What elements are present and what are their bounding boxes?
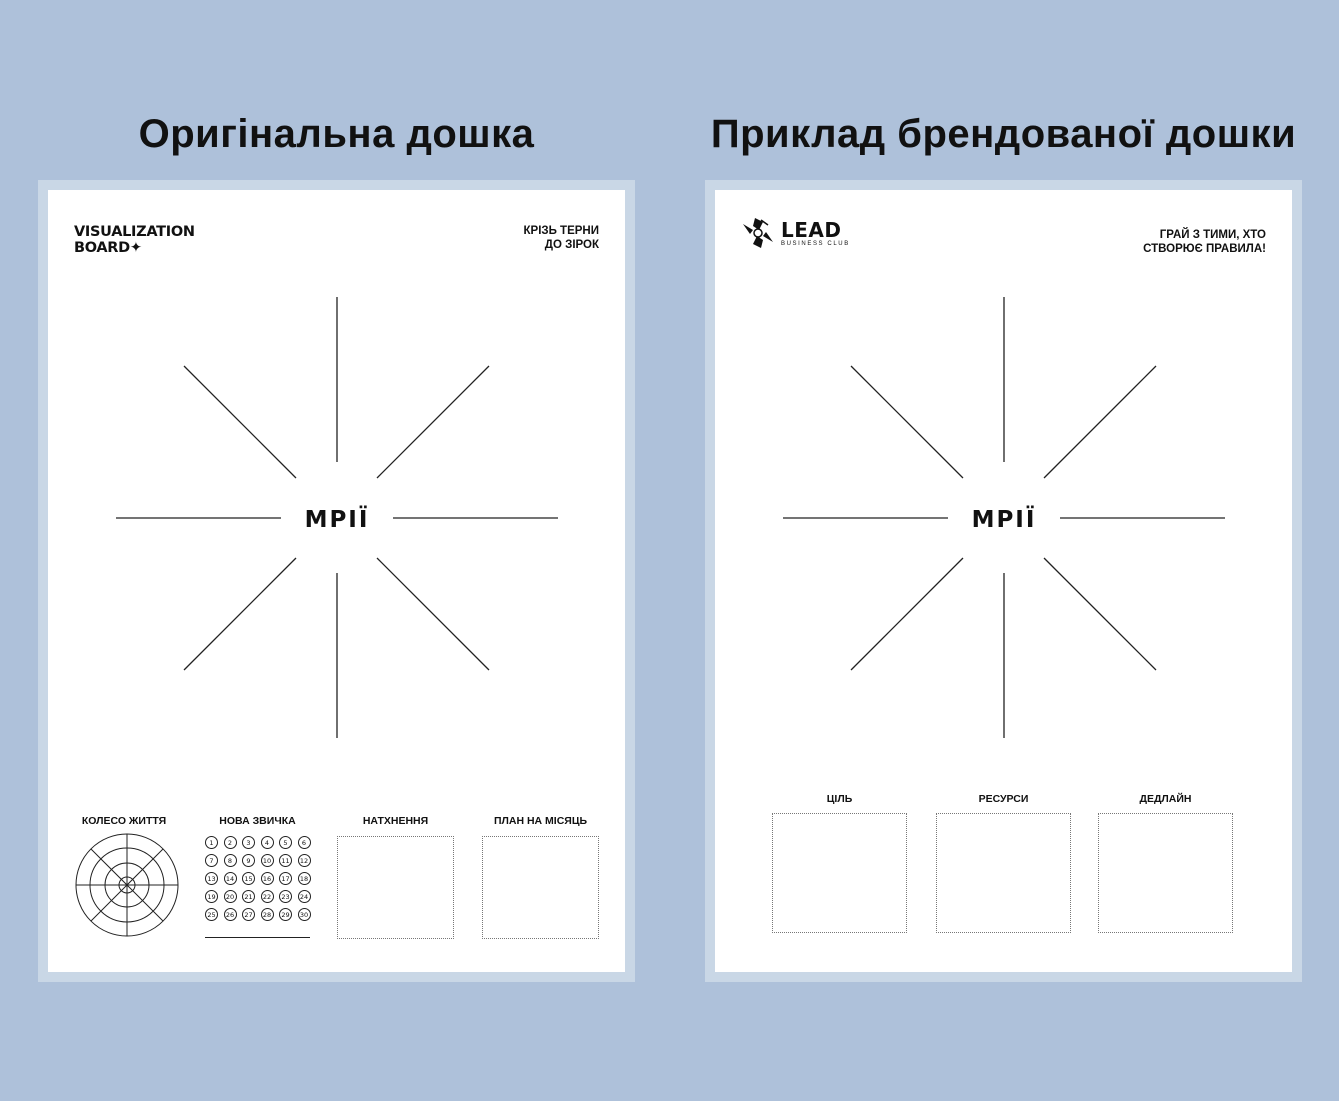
lead-logo-subtitle: BUSINESS CLUB bbox=[781, 240, 850, 247]
habit-day-cell[interactable]: 21 bbox=[242, 890, 255, 903]
habit-day-cell[interactable]: 7 bbox=[205, 854, 218, 867]
tagline-line-2: СТВОРЮЄ ПРАВИЛА! bbox=[1143, 243, 1266, 255]
logo-line-2: BOARD✦ bbox=[74, 240, 142, 256]
habit-day-cell[interactable]: 9 bbox=[242, 854, 255, 867]
habit-day-cell[interactable]: 2 bbox=[224, 836, 237, 849]
section-label-plan: ПЛАН НА МІСЯЦЬ bbox=[493, 815, 588, 827]
logo-line-1: VISUALIZATION bbox=[74, 224, 195, 240]
tagline-line-1: ГРАЙ З ТИМИ, ХТО bbox=[1159, 229, 1266, 241]
habit-day-cell[interactable]: 23 bbox=[279, 890, 292, 903]
section-label-goal: ЦІЛЬ bbox=[826, 793, 853, 805]
habit-day-cell[interactable]: 25 bbox=[205, 908, 218, 921]
resources-box[interactable] bbox=[936, 813, 1071, 933]
habit-day-cell[interactable]: 1 bbox=[205, 836, 218, 849]
habit-day-cell[interactable]: 12 bbox=[298, 854, 311, 867]
habit-day-cell[interactable]: 15 bbox=[242, 872, 255, 885]
habit-day-cell[interactable]: 4 bbox=[261, 836, 274, 849]
plan-box[interactable] bbox=[482, 836, 599, 939]
habit-day-cell[interactable]: 27 bbox=[242, 908, 255, 921]
habit-day-cell[interactable]: 3 bbox=[242, 836, 255, 849]
inspiration-box[interactable] bbox=[337, 836, 454, 939]
center-word: МРІЇ bbox=[971, 507, 1037, 533]
section-label-deadline: ДЕДЛАЙН bbox=[1139, 793, 1192, 805]
habit-day-cell[interactable]: 6 bbox=[298, 836, 311, 849]
original-board-frame bbox=[38, 180, 635, 982]
lead-logo-title: LEAD bbox=[781, 217, 842, 242]
habit-day-cell[interactable]: 29 bbox=[279, 908, 292, 921]
goal-box[interactable] bbox=[772, 813, 907, 933]
habit-day-cell[interactable]: 16 bbox=[261, 872, 274, 885]
habit-day-cell[interactable]: 10 bbox=[261, 854, 274, 867]
habit-day-cell[interactable]: 18 bbox=[298, 872, 311, 885]
deadline-box[interactable] bbox=[1098, 813, 1233, 933]
habit-day-cell[interactable]: 19 bbox=[205, 890, 218, 903]
section-label-wheel: КОЛЕСО ЖИТТЯ bbox=[81, 815, 167, 827]
original-board bbox=[48, 190, 625, 972]
habit-day-cell[interactable]: 8 bbox=[224, 854, 237, 867]
habit-day-cell[interactable]: 24 bbox=[298, 890, 311, 903]
branded-board-frame bbox=[705, 180, 1302, 982]
habit-day-cell[interactable]: 22 bbox=[261, 890, 274, 903]
habit-day-cell[interactable]: 26 bbox=[224, 908, 237, 921]
habit-day-cell[interactable]: 20 bbox=[224, 890, 237, 903]
center-word: МРІЇ bbox=[304, 507, 370, 533]
habit-day-cell[interactable]: 28 bbox=[261, 908, 274, 921]
habit-day-cell[interactable]: 30 bbox=[298, 908, 311, 921]
habit-day-cell[interactable]: 5 bbox=[279, 836, 292, 849]
habit-day-cell[interactable]: 11 bbox=[279, 854, 292, 867]
habit-day-cell[interactable]: 13 bbox=[205, 872, 218, 885]
habit-day-cell[interactable]: 17 bbox=[279, 872, 292, 885]
section-label-resources: РЕСУРСИ bbox=[978, 793, 1029, 805]
tagline-line-2: ДО ЗІРОК bbox=[544, 239, 599, 251]
section-label-habit: НОВА ЗВИЧКА bbox=[219, 815, 296, 827]
habit-day-cell[interactable]: 14 bbox=[224, 872, 237, 885]
habit-tracker-grid bbox=[205, 836, 316, 921]
section-label-inspiration: НАТХНЕННЯ bbox=[362, 815, 429, 827]
branded-board-heading: Приклад брендованої дошки bbox=[710, 112, 1297, 156]
branded-board bbox=[715, 190, 1292, 972]
original-board-heading: Оригінальна дошка bbox=[138, 112, 535, 156]
habit-divider bbox=[205, 937, 310, 938]
life-wheel-icon bbox=[74, 832, 180, 938]
tagline-line-1: КРІЗЬ ТЕРНИ bbox=[523, 225, 599, 237]
